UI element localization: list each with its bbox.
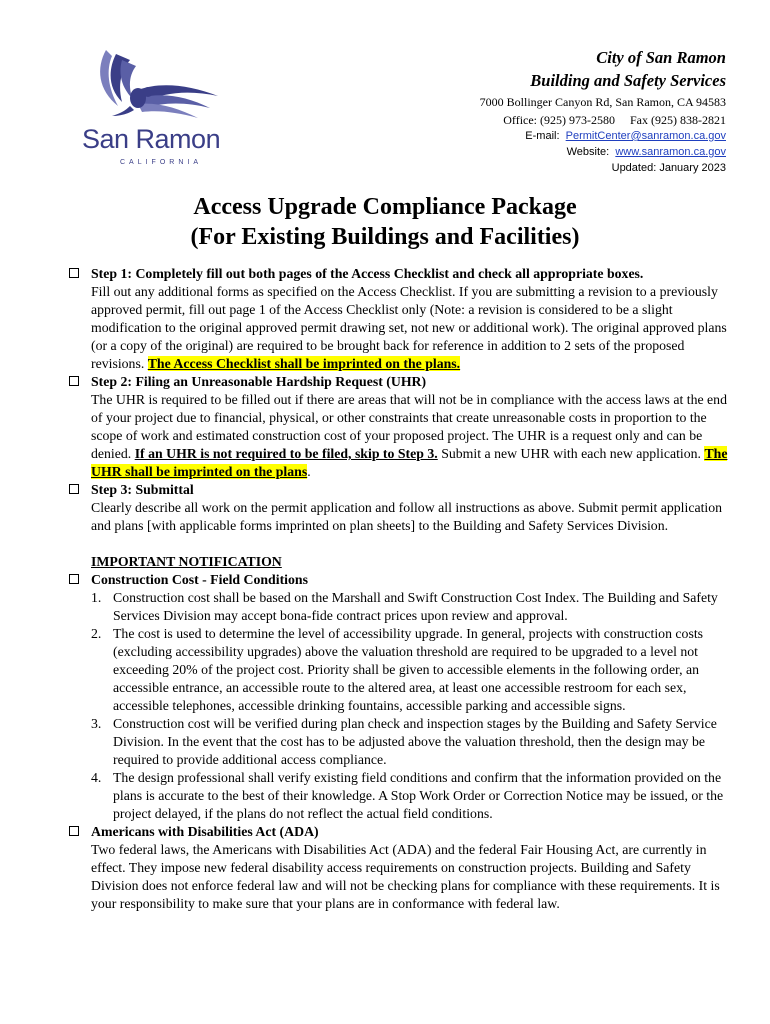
list-item-text: Construction cost shall be based on the Marshall and Swift Construction Cost Index. The Building and Safety Services Division may accept bona-fide contract prices upon review and approval.	[113, 590, 718, 623]
list-item	[91, 769, 729, 823]
website-line	[480, 144, 726, 160]
ada-checkbox[interactable]	[69, 826, 79, 836]
step-2-paragraph: The UHR is required to be filled out if there are areas that will not be in compliance with the access laws at the end of your project due to financial, physical, or other constraints that create unreasonable costs in proportion to the scope of work and estimated construction cost of your proposed project. The UHR is a request only and can be denied.	[91, 392, 727, 461]
step-2-highlight: The UHR shall be imprinted on the plans	[91, 446, 728, 479]
step-3-heading: Step 3: Submittal	[91, 482, 194, 497]
step-1-highlight: The Access Checklist shall be imprinted on the plans.	[147, 356, 461, 371]
list-item-number: 2.	[91, 626, 102, 641]
city-logo	[78, 46, 228, 171]
email-link[interactable]: PermitCenter@sanramon.ca.gov	[565, 130, 726, 142]
list-item-text: The cost is used to determine the level of accessibility upgrade. In general, projects with construction costs (excluding accessibility upgrades) above the valuation threshold are required to be upgraded to a level not exceeding 20% of the project cost. Priority shall be given to accessible elements in the following order, an accessible entrance, an accessible route to the altered area, at least one accessible restroom for each sex, accessible telephones, accessible drinking fountains, accessible parking and accessible signs.	[113, 626, 704, 713]
list-item-number: 4.	[91, 770, 102, 785]
step-2-checkbox[interactable]	[69, 376, 79, 386]
important-notification-heading: IMPORTANT NOTIFICATION	[91, 554, 282, 569]
step-2	[69, 373, 729, 481]
step-3-checkbox[interactable]	[69, 484, 79, 494]
list-item-number: 1.	[91, 590, 102, 605]
construction-cost-section	[69, 571, 729, 823]
ada-section	[69, 823, 729, 913]
fax-number: Fax (925) 838-2821	[630, 113, 726, 127]
construction-cost-heading: Construction Cost - Field Conditions	[91, 572, 308, 587]
construction-cost-checkbox[interactable]	[69, 574, 79, 584]
updated-date: Updated: January 2023	[611, 162, 726, 174]
step-3-text: Clearly describe all work on the permit application and follow all instructions as above. Submit permit application and plans [with applicable forms imprinted on plan sheets] to the Building and Safety Services Division.	[91, 500, 723, 533]
logo-wordmark: San Ramon	[82, 124, 221, 154]
phone-line	[480, 112, 726, 128]
eagle-icon	[78, 46, 228, 126]
page-title	[0, 192, 770, 252]
ada-text: Two federal laws, the Americans with Disabilities Act (ADA) and the federal Fair Housing Act, are currently in effect. They impose new federal disability access requirements on construction projects. Building and Safety Division does not enforce federal law and will not be checking plans for compliance with these requirements. It is your responsibility to make sure that your plans are in conformance with federal law.	[91, 842, 720, 911]
list-item-text: The design professional shall verify existing field conditions and confirm that the information provided on the plans is accurate to the best of their knowledge. A Stop Work Order or Correction Notice may be issued, or the project delayed, if the plans do not reflect the actual field conditions.	[113, 770, 724, 821]
department-name: Building and Safety Services	[530, 71, 726, 90]
website-label: Website:	[566, 146, 610, 158]
step-3	[69, 481, 729, 535]
office-phone: Office: (925) 973-2580	[503, 113, 615, 127]
list-item-text: Construction cost will be verified during plan check and inspection stages by the Building and Safety Service Division. In the event that the cost has to be adjusted above the valuation threshold, then the design may be required to provide additional access compliance.	[113, 716, 717, 767]
ada-heading: Americans with Disabilities Act (ADA)	[91, 824, 319, 839]
logo-subtitle: CALIFORNIA	[120, 159, 203, 166]
title-line-2: (For Existing Buildings and Facilities)	[190, 224, 580, 250]
list-item	[91, 715, 729, 769]
header-contact-block	[480, 46, 726, 176]
list-item	[91, 625, 729, 715]
step-1-text	[91, 283, 729, 373]
title-line-1: Access Upgrade Compliance Package	[193, 194, 577, 220]
city-name: City of San Ramon	[596, 48, 726, 67]
email-line	[480, 128, 726, 144]
step-2-paragraph-2: Submit a new UHR with each new application.	[441, 446, 701, 461]
step-1	[69, 265, 729, 373]
step-2-heading: Step 2: Filing an Unreasonable Hardship Request (UHR)	[91, 374, 427, 389]
website-link[interactable]: www.sanramon.ca.gov	[615, 146, 726, 158]
list-item	[91, 589, 729, 625]
email-label: E-mail:	[525, 130, 560, 142]
step-2-text	[91, 391, 729, 481]
construction-cost-list	[91, 589, 729, 823]
step-1-paragraph: Fill out any additional forms as specified on the Access Checklist. If you are submitting a revision to a previously approved permit, fill out page 1 of the Access Checklist only (Note: a revision is considered to be a slight modification to the original approved permit drawing set, not new or additional work). The original approved plans (or a copy of the original) are required to be brought back for reference in addition to 2 sets of the proposed revisions.	[91, 284, 727, 371]
document-body	[69, 265, 729, 913]
step-2-skip-note: If an UHR is not required to be filed, skip to Step 3.	[134, 446, 438, 461]
step-1-heading: Step 1: Completely fill out both pages of the Access Checklist and check all appropriate boxes.	[91, 266, 644, 281]
step-2-end: .	[307, 464, 311, 479]
step-1-checkbox[interactable]	[69, 268, 79, 278]
street-address: 7000 Bollinger Canyon Rd, San Ramon, CA 94583	[479, 95, 726, 109]
list-item-number: 3.	[91, 716, 102, 731]
